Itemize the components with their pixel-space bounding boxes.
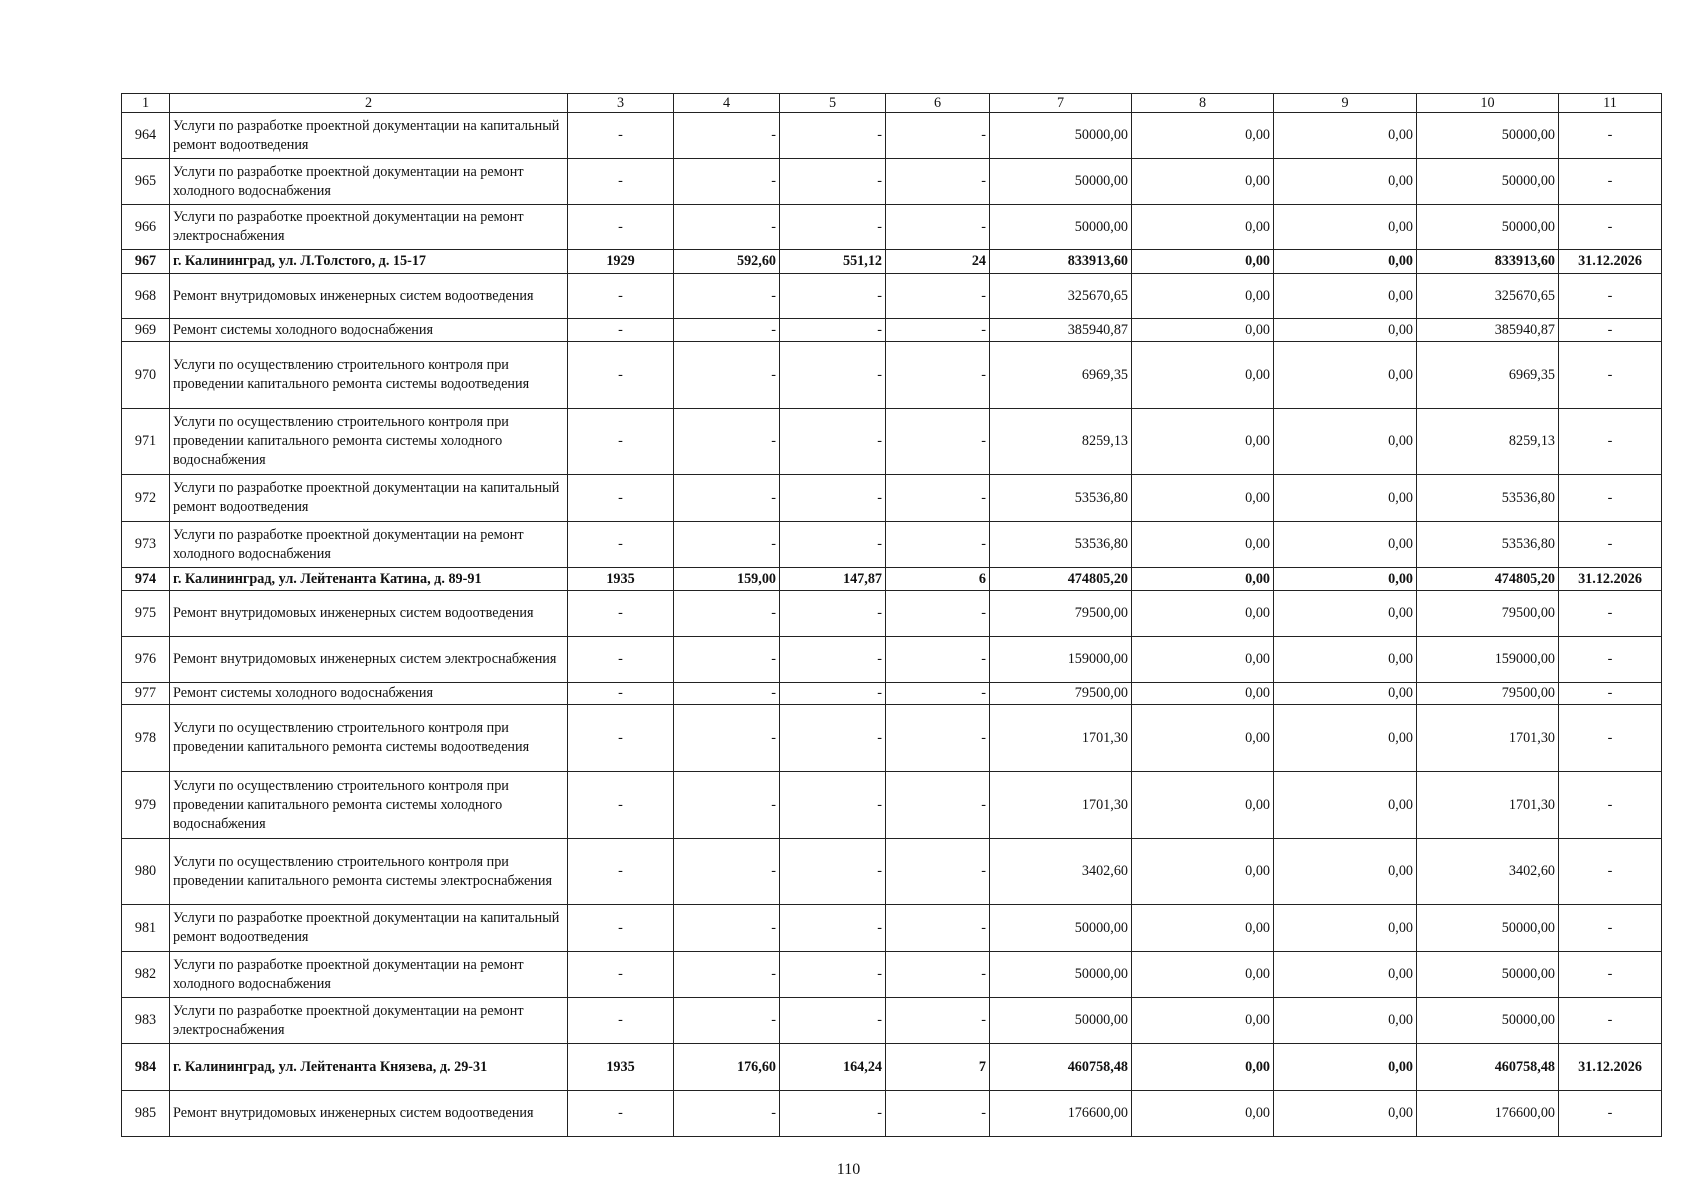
total-cost-cell: 1701,30 [990, 772, 1132, 839]
total-cost-cell: 50000,00 [990, 905, 1132, 952]
header-cell: 8 [1132, 94, 1274, 113]
fund-cost-cell: 474805,20 [1417, 568, 1559, 591]
total-cost-cell: 474805,20 [990, 568, 1132, 591]
total-cost-cell: 50000,00 [990, 113, 1132, 159]
area-cell: - [674, 274, 780, 319]
row-number-cell: 966 [122, 205, 170, 250]
cost-cell: 0,00 [1274, 839, 1417, 905]
description-cell: Услуги по разработке проектной документации на капитальный ремонт водоотведения [170, 113, 568, 159]
row-number-cell: 985 [122, 1091, 170, 1137]
area-cell: - [674, 637, 780, 683]
deadline-cell: - [1559, 905, 1662, 952]
header-cell: 5 [780, 94, 886, 113]
fund-cost-cell: 50000,00 [1417, 159, 1559, 205]
area-cell: - [674, 772, 780, 839]
fund-cost-cell: 79500,00 [1417, 683, 1559, 705]
deadline-cell: - [1559, 342, 1662, 409]
year-cell: - [568, 683, 674, 705]
deadline-cell: - [1559, 1091, 1662, 1137]
year-cell: - [568, 159, 674, 205]
cost-cell: 0,00 [1132, 159, 1274, 205]
area-cell: - [674, 319, 780, 342]
header-cell: 6 [886, 94, 990, 113]
total-cost-cell: 79500,00 [990, 683, 1132, 705]
header-cell: 3 [568, 94, 674, 113]
deadline-cell: - [1559, 683, 1662, 705]
header-cell: 1 [122, 94, 170, 113]
deadline-cell: 31.12.2026 [1559, 568, 1662, 591]
living-area-cell: - [780, 205, 886, 250]
year-cell: - [568, 205, 674, 250]
cost-cell: 0,00 [1274, 274, 1417, 319]
area-cell: - [674, 683, 780, 705]
total-cost-cell: 159000,00 [990, 637, 1132, 683]
row-number-cell: 981 [122, 905, 170, 952]
description-cell: Услуги по разработке проектной документации на ремонт электроснабжения [170, 205, 568, 250]
cost-cell: 0,00 [1274, 319, 1417, 342]
cost-cell: 0,00 [1132, 705, 1274, 772]
cost-cell: 0,00 [1132, 113, 1274, 159]
cost-cell: 0,00 [1132, 1044, 1274, 1091]
count-cell: - [886, 591, 990, 637]
living-area-cell: - [780, 274, 886, 319]
fund-cost-cell: 1701,30 [1417, 705, 1559, 772]
total-cost-cell: 833913,60 [990, 250, 1132, 274]
fund-cost-cell: 50000,00 [1417, 905, 1559, 952]
header-cell: 9 [1274, 94, 1417, 113]
table-row [122, 113, 1662, 159]
year-cell: - [568, 952, 674, 998]
deadline-cell: - [1559, 205, 1662, 250]
living-area-cell: - [780, 637, 886, 683]
living-area-cell: - [780, 952, 886, 998]
living-area-cell: - [780, 839, 886, 905]
row-number-cell: 984 [122, 1044, 170, 1091]
deadline-cell: - [1559, 591, 1662, 637]
area-cell: 159,00 [674, 568, 780, 591]
count-cell: - [886, 705, 990, 772]
description-cell: г. Калининград, ул. Л.Толстого, д. 15-17 [170, 250, 568, 274]
description-cell: г. Калининград, ул. Лейтенанта Князева, д. 29-31 [170, 1044, 568, 1091]
fund-cost-cell: 8259,13 [1417, 409, 1559, 475]
cost-cell: 0,00 [1274, 113, 1417, 159]
table-row [122, 159, 1662, 205]
living-area-cell: - [780, 998, 886, 1044]
description-cell: Услуги по осуществлению строительного контроля при проведении капитального ремонта системы водоотведения [170, 705, 568, 772]
table-row [122, 772, 1662, 839]
count-cell: - [886, 342, 990, 409]
table-row [122, 250, 1662, 274]
deadline-cell: - [1559, 319, 1662, 342]
count-cell: - [886, 159, 990, 205]
cost-cell: 0,00 [1132, 591, 1274, 637]
description-cell: г. Калининград, ул. Лейтенанта Катина, д. 89-91 [170, 568, 568, 591]
living-area-cell: - [780, 1091, 886, 1137]
cost-cell: 0,00 [1132, 637, 1274, 683]
cost-cell: 0,00 [1132, 905, 1274, 952]
table-row [122, 409, 1662, 475]
row-number-cell: 978 [122, 705, 170, 772]
living-area-cell: - [780, 342, 886, 409]
deadline-cell: - [1559, 274, 1662, 319]
cost-cell: 0,00 [1274, 568, 1417, 591]
description-cell: Услуги по разработке проектной документации на капитальный ремонт водоотведения [170, 905, 568, 952]
row-number-cell: 970 [122, 342, 170, 409]
fund-cost-cell: 385940,87 [1417, 319, 1559, 342]
fund-cost-cell: 50000,00 [1417, 205, 1559, 250]
total-cost-cell: 50000,00 [990, 205, 1132, 250]
fund-cost-cell: 460758,48 [1417, 1044, 1559, 1091]
year-cell: - [568, 319, 674, 342]
total-cost-cell: 8259,13 [990, 409, 1132, 475]
fund-cost-cell: 50000,00 [1417, 952, 1559, 998]
cost-cell: 0,00 [1132, 409, 1274, 475]
row-number-cell: 977 [122, 683, 170, 705]
cost-cell: 0,00 [1132, 250, 1274, 274]
count-cell: 24 [886, 250, 990, 274]
total-cost-cell: 385940,87 [990, 319, 1132, 342]
fund-cost-cell: 50000,00 [1417, 113, 1559, 159]
row-number-cell: 968 [122, 274, 170, 319]
total-cost-cell: 6969,35 [990, 342, 1132, 409]
cost-cell: 0,00 [1274, 250, 1417, 274]
fund-cost-cell: 50000,00 [1417, 998, 1559, 1044]
deadline-cell: - [1559, 113, 1662, 159]
table-row [122, 952, 1662, 998]
fund-cost-cell: 6969,35 [1417, 342, 1559, 409]
area-cell: - [674, 952, 780, 998]
cost-cell: 0,00 [1274, 591, 1417, 637]
description-cell: Ремонт внутридомовых инженерных систем водоотведения [170, 274, 568, 319]
cost-cell: 0,00 [1132, 839, 1274, 905]
count-cell: - [886, 839, 990, 905]
year-cell: 1929 [568, 250, 674, 274]
year-cell: - [568, 637, 674, 683]
table-row [122, 637, 1662, 683]
fund-cost-cell: 79500,00 [1417, 591, 1559, 637]
deadline-cell: - [1559, 409, 1662, 475]
year-cell: - [568, 705, 674, 772]
header-cell: 11 [1559, 94, 1662, 113]
description-cell: Услуги по разработке проектной документации на ремонт электроснабжения [170, 998, 568, 1044]
cost-cell: 0,00 [1274, 205, 1417, 250]
area-cell: - [674, 159, 780, 205]
cost-cell: 0,00 [1274, 637, 1417, 683]
cost-cell: 0,00 [1132, 475, 1274, 522]
year-cell: - [568, 998, 674, 1044]
table-row [122, 475, 1662, 522]
area-cell: - [674, 113, 780, 159]
row-number-cell: 964 [122, 113, 170, 159]
count-cell: - [886, 905, 990, 952]
deadline-cell: 31.12.2026 [1559, 1044, 1662, 1091]
row-number-cell: 979 [122, 772, 170, 839]
row-number-cell: 976 [122, 637, 170, 683]
cost-cell: 0,00 [1274, 952, 1417, 998]
table-row [122, 205, 1662, 250]
cost-cell: 0,00 [1132, 683, 1274, 705]
cost-cell: 0,00 [1132, 319, 1274, 342]
table-row [122, 705, 1662, 772]
living-area-cell: - [780, 905, 886, 952]
year-cell: - [568, 522, 674, 568]
description-cell: Услуги по разработке проектной документации на ремонт холодного водоснабжения [170, 952, 568, 998]
description-cell: Услуги по осуществлению строительного контроля при проведении капитального ремонта системы холодного водоснабжения [170, 409, 568, 475]
row-number-cell: 972 [122, 475, 170, 522]
count-cell: - [886, 113, 990, 159]
table-row [122, 998, 1662, 1044]
cost-cell: 0,00 [1274, 1091, 1417, 1137]
table-body [122, 113, 1662, 1137]
fund-cost-cell: 1701,30 [1417, 772, 1559, 839]
table-row [122, 319, 1662, 342]
year-cell: - [568, 274, 674, 319]
total-cost-cell: 460758,48 [990, 1044, 1132, 1091]
living-area-cell: - [780, 159, 886, 205]
cost-cell: 0,00 [1274, 159, 1417, 205]
description-cell: Ремонт системы холодного водоснабжения [170, 683, 568, 705]
description-cell: Услуги по осуществлению строительного контроля при проведении капитального ремонта системы водоотведения [170, 342, 568, 409]
cost-cell: 0,00 [1274, 772, 1417, 839]
deadline-cell: - [1559, 637, 1662, 683]
description-cell: Услуги по разработке проектной документации на капитальный ремонт водоотведения [170, 475, 568, 522]
cost-cell: 0,00 [1132, 274, 1274, 319]
row-number-cell: 975 [122, 591, 170, 637]
living-area-cell: 164,24 [780, 1044, 886, 1091]
living-area-cell: - [780, 772, 886, 839]
total-cost-cell: 53536,80 [990, 522, 1132, 568]
cost-cell: 0,00 [1274, 1044, 1417, 1091]
fund-cost-cell: 159000,00 [1417, 637, 1559, 683]
count-cell: - [886, 998, 990, 1044]
cost-cell: 0,00 [1274, 683, 1417, 705]
deadline-cell: - [1559, 952, 1662, 998]
description-cell: Ремонт внутридомовых инженерных систем электроснабжения [170, 637, 568, 683]
count-cell: - [886, 952, 990, 998]
table-row [122, 839, 1662, 905]
cost-cell: 0,00 [1132, 1091, 1274, 1137]
fund-cost-cell: 53536,80 [1417, 475, 1559, 522]
table-row [122, 1044, 1662, 1091]
year-cell: - [568, 591, 674, 637]
count-cell: - [886, 475, 990, 522]
area-cell: - [674, 522, 780, 568]
header-cell: 10 [1417, 94, 1559, 113]
header-cell: 2 [170, 94, 568, 113]
year-cell: - [568, 839, 674, 905]
total-cost-cell: 53536,80 [990, 475, 1132, 522]
total-cost-cell: 176600,00 [990, 1091, 1132, 1137]
fund-cost-cell: 53536,80 [1417, 522, 1559, 568]
fund-cost-cell: 325670,65 [1417, 274, 1559, 319]
area-cell: - [674, 205, 780, 250]
fund-cost-cell: 3402,60 [1417, 839, 1559, 905]
table-row [122, 342, 1662, 409]
description-cell: Услуги по осуществлению строительного контроля при проведении капитального ремонта системы электроснабжения [170, 839, 568, 905]
header-cell: 4 [674, 94, 780, 113]
table-row [122, 683, 1662, 705]
description-cell: Услуги по осуществлению строительного контроля при проведении капитального ремонта системы холодного водоснабжения [170, 772, 568, 839]
area-cell: 176,60 [674, 1044, 780, 1091]
year-cell: 1935 [568, 568, 674, 591]
cost-cell: 0,00 [1132, 342, 1274, 409]
total-cost-cell: 1701,30 [990, 705, 1132, 772]
count-cell: - [886, 522, 990, 568]
table-row [122, 905, 1662, 952]
cost-cell: 0,00 [1274, 475, 1417, 522]
year-cell: - [568, 905, 674, 952]
living-area-cell: - [780, 591, 886, 637]
living-area-cell: - [780, 522, 886, 568]
living-area-cell: - [780, 113, 886, 159]
deadline-cell: - [1559, 772, 1662, 839]
deadline-cell: - [1559, 705, 1662, 772]
row-number-cell: 980 [122, 839, 170, 905]
count-cell: - [886, 1091, 990, 1137]
table-row [122, 591, 1662, 637]
description-cell: Ремонт внутридомовых инженерных систем водоотведения [170, 1091, 568, 1137]
row-number-cell: 967 [122, 250, 170, 274]
cost-cell: 0,00 [1132, 952, 1274, 998]
column-number-header-row [122, 94, 1662, 113]
cost-cell: 0,00 [1132, 568, 1274, 591]
area-cell: - [674, 905, 780, 952]
cost-cell: 0,00 [1274, 998, 1417, 1044]
year-cell: - [568, 409, 674, 475]
year-cell: - [568, 475, 674, 522]
living-area-cell: - [780, 409, 886, 475]
area-cell: - [674, 409, 780, 475]
deadline-cell: - [1559, 998, 1662, 1044]
deadline-cell: - [1559, 159, 1662, 205]
year-cell: - [568, 772, 674, 839]
deadline-cell: - [1559, 475, 1662, 522]
living-area-cell: - [780, 683, 886, 705]
count-cell: - [886, 772, 990, 839]
year-cell: - [568, 113, 674, 159]
deadline-cell: - [1559, 522, 1662, 568]
header-cell: 7 [990, 94, 1132, 113]
cost-cell: 0,00 [1132, 522, 1274, 568]
area-cell: - [674, 705, 780, 772]
cost-cell: 0,00 [1274, 705, 1417, 772]
row-number-cell: 983 [122, 998, 170, 1044]
year-cell: - [568, 1091, 674, 1137]
description-cell: Услуги по разработке проектной документации на ремонт холодного водоснабжения [170, 522, 568, 568]
table-row [122, 522, 1662, 568]
table-row [122, 568, 1662, 591]
row-number-cell: 971 [122, 409, 170, 475]
area-cell: - [674, 998, 780, 1044]
table-row [122, 274, 1662, 319]
area-cell: - [674, 591, 780, 637]
living-area-cell: - [780, 705, 886, 772]
cost-cell: 0,00 [1274, 409, 1417, 475]
deadline-cell: 31.12.2026 [1559, 250, 1662, 274]
total-cost-cell: 50000,00 [990, 952, 1132, 998]
cost-cell: 0,00 [1132, 205, 1274, 250]
fund-cost-cell: 176600,00 [1417, 1091, 1559, 1137]
count-cell: 7 [886, 1044, 990, 1091]
total-cost-cell: 50000,00 [990, 159, 1132, 205]
area-cell: 592,60 [674, 250, 780, 274]
page-number: 110 [836, 1161, 861, 1178]
count-cell: - [886, 637, 990, 683]
total-cost-cell: 50000,00 [990, 998, 1132, 1044]
living-area-cell: 551,12 [780, 250, 886, 274]
count-cell: - [886, 683, 990, 705]
cost-cell: 0,00 [1274, 522, 1417, 568]
living-area-cell: - [780, 319, 886, 342]
cost-cell: 0,00 [1274, 905, 1417, 952]
year-cell: - [568, 342, 674, 409]
description-cell: Ремонт внутридомовых инженерных систем водоотведения [170, 591, 568, 637]
cost-cell: 0,00 [1274, 342, 1417, 409]
total-cost-cell: 325670,65 [990, 274, 1132, 319]
count-cell: - [886, 319, 990, 342]
row-number-cell: 982 [122, 952, 170, 998]
fund-cost-cell: 833913,60 [1417, 250, 1559, 274]
capital-repair-table [121, 93, 1662, 1137]
row-number-cell: 969 [122, 319, 170, 342]
deadline-cell: - [1559, 839, 1662, 905]
row-number-cell: 973 [122, 522, 170, 568]
count-cell: - [886, 274, 990, 319]
living-area-cell: 147,87 [780, 568, 886, 591]
area-cell: - [674, 475, 780, 522]
description-cell: Ремонт системы холодного водоснабжения [170, 319, 568, 342]
area-cell: - [674, 1091, 780, 1137]
cost-cell: 0,00 [1132, 998, 1274, 1044]
year-cell: 1935 [568, 1044, 674, 1091]
table-row [122, 1091, 1662, 1137]
count-cell: - [886, 409, 990, 475]
living-area-cell: - [780, 475, 886, 522]
area-cell: - [674, 342, 780, 409]
row-number-cell: 965 [122, 159, 170, 205]
row-number-cell: 974 [122, 568, 170, 591]
total-cost-cell: 79500,00 [990, 591, 1132, 637]
count-cell: - [886, 205, 990, 250]
total-cost-cell: 3402,60 [990, 839, 1132, 905]
cost-cell: 0,00 [1132, 772, 1274, 839]
description-cell: Услуги по разработке проектной документации на ремонт холодного водоснабжения [170, 159, 568, 205]
count-cell: 6 [886, 568, 990, 591]
area-cell: - [674, 839, 780, 905]
